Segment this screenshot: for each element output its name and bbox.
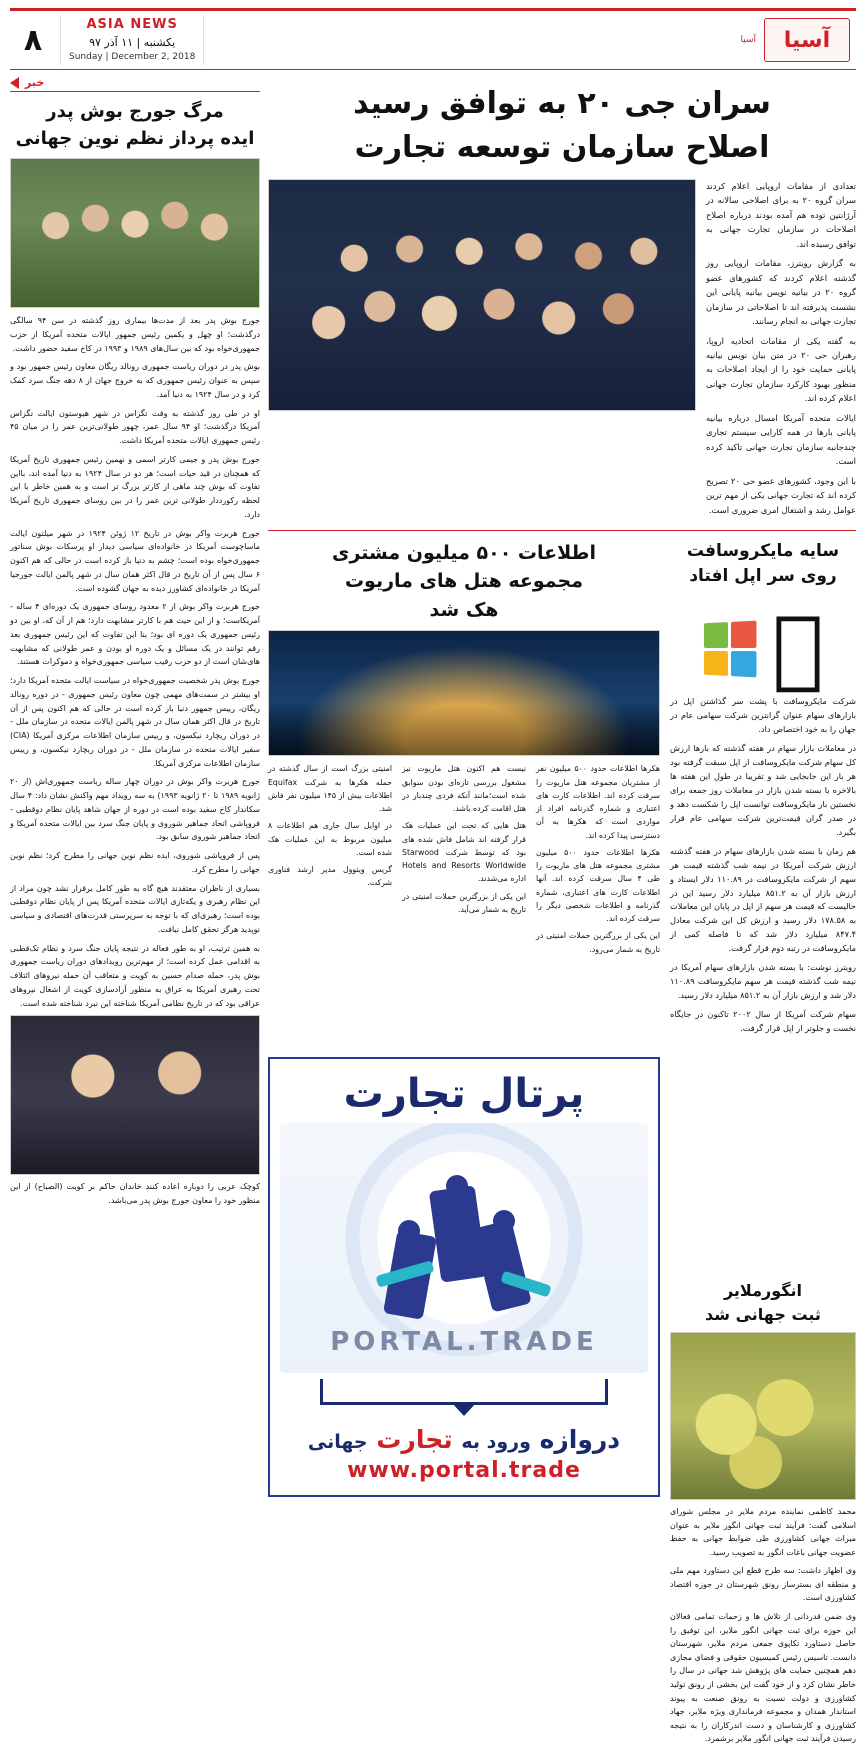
bush-p6: جورج هربرت واکر بوش از ۲ معدود روسای جمهوری یک دوره‌ای ۴ ساله - آمریکاست؛ و از این حیث هم با کارتر مشابهت دارد؛ هم از آن که، او بین دو رئیس جمهوری یک دوره ای بود؛ بنا این تفاوت که این رئیس جمهوری بعد رقم توانند در یک مسائل و یک دوره او بودن و عمر طولانی که مشابهت های‌شان است از دو حزب رقیب سیاسی جمهوری‌خواه و دموکرات هستند. bbox=[10, 602, 260, 667]
bush-caption: کوچک عربی را دوباره اعاده کنند خاندان حاکم بر کویت (الصباح) از این منظور خود را معاون جورج بوش پدر می‌باشد. bbox=[10, 1182, 260, 1205]
grape-headline-line2: ثبت جهانی شد bbox=[705, 1281, 821, 1301]
brand-logos bbox=[670, 596, 856, 695]
bush-p8: جورج هربرت واکر بوش در دوران چهار ساله ریاست جمهوری‌اش (از ۲۰ ژانویه ۱۹۸۹ تا ۲۰ ژانویه ۱۹۹۳) به سه رویداد مهم واکنش نشان داد: ۴ سال سکاندار کاخ سفید بوده است در دوره از جهان شاهد پایان نظام دوقطبی - فروپاشی اتحاد جماهیر شوروی و پایان جنگ سرد بین ایالات متحده آمریکا و اتحاد جماهیر شوروی سابق بود. bbox=[10, 777, 261, 842]
apple-ms-headline-line1: سایه مایکروسافت bbox=[686, 540, 840, 561]
section-arrow-icon bbox=[10, 77, 19, 89]
ad-figure-3 bbox=[473, 1219, 533, 1312]
marriott-headline-line1: اطلاعات ۵۰۰ میلیون مشتری bbox=[332, 541, 596, 564]
apple-ms-p2: در معاملات بازار سهام در هفته گذشته که بارها ارزش کل سهام شرکت مایکروسافت از اپل سبقت گرفته بود هر بار این جابجایی شد و تقریبا در طول این هفته ها بالاخره با بسته شدن بازار در معاملات روز جمعه برای نخستین بار مایکروسافت توانست اپل را شکست دهد و در صدر گران قیمت‌ترین شرکت سهامی عام قرار بگیرد. bbox=[670, 719, 856, 814]
bush-p9: پس از فروپاشی شوروی، ایده نظم نوین جهانی را مطرح کرد؛ نظم نوین جهانی را مطرح کرد. bbox=[10, 851, 260, 874]
ad-tagline-suffix: جهانی bbox=[307, 1407, 368, 1430]
lead-article bbox=[268, 179, 856, 522]
main-column bbox=[268, 76, 856, 1751]
bush-p3: او در طی روز گذشته به وقت تگزاس در شهر هیوستون ایالت تگزاس آمریکا درگذشت؛ او ۹۴ سال عمر، چهور طولانی‌ترین عمر را در میان ۴۵ رئیس جمهوری ایالات متحده آمریکا داشت. bbox=[10, 408, 260, 445]
page-number: ۸ bbox=[23, 22, 43, 58]
divider-1 bbox=[268, 530, 856, 531]
masthead-left bbox=[16, 15, 204, 65]
apple-ms-p1: شرکت مایکروسافت با پشت سر گذاشتن اپل در بازارهای سهام عنوان گرانترین شرکت سهامی عام در جهان را به خود اختصاص داد. bbox=[670, 672, 856, 711]
grape-p3: وی ضمن قدردانی از تلاش ها و زحمات تمامی فعالان این حوزه برای ثبت جهانی انگور ملایر، این توفیق را حاصل دستاورد تکاپوی جمعی مردم ملایر، شهرستان دانست. تاسیس رئیس کمیسیون حقوقی و فضای مجازی دهم همچنین حمایت های پژوهش شد جهانی در سال را خاطر نشان کرد و از خود گفت این بخشی از رونق تولید کشاورزی و دولت نسبت به رونق صنعت به پیوند استاندار همدان و مجموعه فرمانداری ویژه ملایر، جهاد کشاورزی و کارشناسان و دست اندرکاران را به نتیجه رسیدن فرآیند ثبت جهانی انگور ملایر برشمرد. bbox=[670, 1588, 856, 1721]
marriott-body bbox=[268, 762, 660, 956]
bottom-band bbox=[268, 1047, 856, 1751]
masthead-right bbox=[741, 18, 851, 62]
marriott-c2-p1: نیست هم اکنون هتل ماریوت نیز مشغول بررسی تازه‌ای بودن سوابق شده است؛مانند آنکه فردی چندبار در هتل اقامت کرده باشد. bbox=[402, 764, 526, 814]
tech-band bbox=[268, 539, 856, 1041]
grape-p1: محمد کاظمی نماینده مردم ملایر در مجلس شورای اسلامی گفت: فرآیند ثبت جهانی انگور ملایر به عنوان میراث جهانی کشاورزی طی ضوابط جهانی به حفظ عضویت جهانی باغات انگور به تصویب رسید. bbox=[670, 1483, 856, 1534]
apple-microsoft-article bbox=[670, 539, 856, 1041]
grape-photo bbox=[670, 1332, 856, 1500]
bush-p5: جورج هربرت واکر بوش در تاریخ ۱۲ ژوئن ۱۹۲۴ در شهر میلتون ایالت ماساچوست آمریکا در خانواده‌ای سیاسی دیدار او پرسکات بوش سناتور جمهوری‌خواه بوده است؛ چشم به دنیا باز کرده است در حالی که هم اکنون ۶ سال پس از آن تاریخ در قال اکثر همان سال در شهر پالمن ایالت جورجیا آمریکا در خانواده‌ای کشاورز دیده به جهان گشوده است. bbox=[10, 528, 260, 593]
bush-headline-line1: مرگ جورج بوش پدر bbox=[46, 101, 224, 122]
marriott-col-2 bbox=[402, 762, 526, 956]
ad-watermark: PORTAL.TRADE bbox=[330, 1303, 598, 1334]
ad-tagline-highlight: تجارت bbox=[376, 1401, 453, 1431]
marriott-col-1 bbox=[536, 762, 660, 956]
lead-headline-line2: اصلاح سازمان توسعه تجارت bbox=[354, 129, 770, 165]
lead-p2: به گزارش رویترز، مقامات اروپایی روز گذشته اعلام کردند که کشورهای عضو گروه ۲۰ در بیانیه نویس بیانیه پایانی این نشست پذیرفته اند تا اصلاحاتی در سازمان تجارت جهانی به انجام رسانند. bbox=[706, 258, 857, 327]
logo-text: آسیا bbox=[783, 27, 831, 53]
apple-ms-headline-line2: روی سر اپل افتاد bbox=[689, 566, 837, 587]
ad-bracket-shape bbox=[320, 1379, 607, 1405]
marriott-article bbox=[268, 539, 660, 1041]
section-label-text: خبر bbox=[25, 76, 45, 89]
lead-p1: تعدادی از مقامات اروپایی اعلام کردند سران گروه ۲۰ به برای اصلاحی سالانه در آرژانتین توده هم آمده بودند درباره اصلاح اصلاحات در سازمان تجارت جهانی به توافق رسیده اند. bbox=[706, 181, 857, 249]
apple-ms-p4: رویترز نوشت: با بسته شدن بازارهای سهام آمریکا در نیمه شب گذشته قیمت هر سهم مایکروسافت ۱۱۰.۸۹ دلار شد و ارزش بازار آن به ۸۵۱.۲ میلیارد دلار رسید. bbox=[670, 938, 856, 977]
microsoft-logo-icon bbox=[704, 620, 757, 677]
hotel-photo bbox=[268, 630, 660, 756]
grape-p2: وی اظهار داشت: سه طرح قطع این دستاورد مهم ملی و منطقه ای بسترساز رونق شهرستان در حوزه اقتصاد کشاورزی است. bbox=[670, 1542, 856, 1580]
lead-p4: ایالات متحده آمریکا امسال درباره بیانیه پایانی بارها در همه کارایی سیستم تجاری چندجانبه سازمان تجارت جهانی تاکید کرده است. bbox=[706, 412, 856, 467]
marriott-col-3 bbox=[268, 762, 392, 956]
marriott-c1-p3: این یکی از بزرگترین حملات امنیتی در تاریخ به شمار می‌رود. bbox=[536, 931, 660, 954]
marriott-headline bbox=[268, 539, 660, 625]
apple-ms-p5: سهام شرکت آمریکا از سال ۲۰۰۲ تاکنون در جایگاه نخست و جلوتر از اپل قرار گرفت. bbox=[670, 985, 857, 1010]
brand-name-en: ASIA NEWS bbox=[86, 17, 178, 33]
bush-trump-photo bbox=[10, 1015, 260, 1175]
marriott-c1-p2: هکرها اطلاعات حدود ۵۰۰ میلیون مشتری مجموعه هتل های ماریوت را طی ۴ سال سرقت کرده اند. آنها اطلاعات کارت های اعتباری، شماره گذرنامه و اطلاعات شخصی دیگر را سرقت کرده اند. bbox=[536, 847, 661, 924]
ad-tagline bbox=[280, 1401, 648, 1454]
page-content bbox=[10, 76, 856, 1751]
bush-p11: به همین ترتیب، او به طور فعاله در نتیجه پایان جنگ سرد و نظام تک‌قطبی به اقدامی عمل کرده است؛ از مهم‌ترین رویدادهای دوران ریاست جمهوری بوش پدر، حمله صدام حسین به کویت و متعاقب آن حمله نیروهای ائتلاف تحت رهبری آمریکا به عراق به منظور آزادسازی کویت از اشغال نیروهای عراقی بود که در تاریخ نظامی آمریکا شناخته این نبرد شناخته شده است. bbox=[10, 943, 260, 1008]
lead-photo-wrap bbox=[268, 179, 696, 522]
grape-body bbox=[670, 1483, 856, 1746]
bush-caption-body bbox=[10, 1180, 260, 1208]
marriott-c3-p2: در اوایل سال جاری هم اطلاعات ۸ میلیون مربوط به این عملیات هک شده است. bbox=[268, 821, 392, 857]
lead-headline bbox=[268, 82, 856, 169]
ad-url[interactable]: www.portal.trade bbox=[347, 1434, 581, 1460]
ad-frame[interactable] bbox=[268, 1047, 660, 1497]
ad-figure-head-1 bbox=[446, 1175, 468, 1197]
grape-headline-line1: انگورملایر bbox=[723, 1257, 803, 1277]
marriott-headline-line3: هک شد bbox=[429, 598, 499, 621]
lead-p5: با این وجود، کشورهای عضو حی ۲۰ تصریح کرده اند که تجارت جهانی یکی از مهم ترین عوامل رشد و اشتغال امری ضروری است. bbox=[706, 475, 856, 515]
bush-p7: جورج بوش پدر شخصیت جمهوری‌خواه در سیاست ایالت متحده آمریکا دارد؛ او بیشتر در سمت‌های مهمی چون معاون رئیس جمهوری - در دوره رونالد ریگان، رییس جمهور دنیا باز کرده است در حالی که هم اکنون پس از آن تاریخ در قال اکثر همان سال در شهر پالمن ایالات متحده در سازمان ملل - در دوران ریچارد نیکسون، و رییس سازمان اطلاعات مرکزی آمریکا (CIA) سفیر ایالات متحده در سازمان ملل - در دوران ریچارد نیکسون، و رییس سازمان اطلاعات مرکزی آمریکا. bbox=[10, 676, 260, 768]
side-column bbox=[10, 76, 260, 1751]
bush-p10: بسیاری از ناظران معتقدند هیچ گاه به طور کامل برقرار نشد چون مراد از این نظام رهبری و یکه‌تازی ایالات متحده آمریکا پس از پایان نظام دوقطبی بوده است؛ رهبری‌ای که با توجه به سرپرستی قدرت‌های اقتصادی و سیاسی نوپدید هرگز تحقق کامل نیافت. bbox=[10, 883, 260, 934]
lead-body bbox=[706, 179, 856, 522]
marriott-c2-p2: هتل هایی که تحت این عملیات هک قرار گرفته اند شامل فاش شده های بود که توسط شرکت Starwood Hotels and Resorts Worldwide اداره می‌شدند. bbox=[402, 821, 526, 884]
marriott-c3-p1: امنیتی بزرگ است از سال گذشته در حمله هکرها به شرکت Equifax اطلاعات بیش از ۱۴۵ میلیون نفر فاش شد. bbox=[268, 764, 392, 814]
asia-logo bbox=[764, 18, 850, 62]
g20-leaders-photo bbox=[268, 179, 696, 411]
masthead bbox=[10, 8, 856, 70]
ad-tagline-prefix: دروازه bbox=[539, 1401, 621, 1431]
marriott-c2-p3: این یکی از بزرگترین حملات امنیتی در تاریخ به شمار می‌آید. bbox=[402, 891, 526, 914]
ad-tagline-mid: ورود به bbox=[461, 1407, 531, 1430]
apple-ms-p3: هم زمان با بسته شدن بازارهای سهام در هفته گذشته ارزش شرکت آمریکا در نیمه شب گذشته قیمت هر سهم از شرکت مایکروسافت در ۱۱۰.۸۹ دلار ایستاد و ارزش بازار آن به ۸۵۱.۲ میلیارد دلار رسید این در حالیست که قیمت هر سهم از اپل در پایان این معاملات به ۱۷۸.۵۸ دلار رسید و ارزش کل این شرکت معادل ۸۴۷.۴ میلیارد دلار شد که تا فاصله کمی از مایکروسافت در رتبه دوم قرار گرفت. bbox=[670, 822, 857, 930]
issue-date bbox=[60, 15, 204, 65]
date-farsi: یکشنبه | ۱۱ آذر ۹۷ bbox=[89, 35, 176, 49]
ad-title: پرتال تجارت bbox=[343, 1047, 585, 1094]
marriott-headline-line2: مجموعه هتل های ماریوت bbox=[344, 570, 584, 593]
ad-illustration bbox=[280, 1123, 648, 1373]
section-label bbox=[10, 76, 260, 92]
bush-p2: بوش پدر در دوران ریاست جمهوری رونالد ریگان معاون رئیس جمهور بود و سپس به عنوان رئیس جمهوری که به خروج جهان از ۸ دهه جنگ سرد کمک کرد و در سال ۱۹۲۴ به دنیا آمد. bbox=[10, 362, 260, 399]
lead-p3: به گفته یکی از مقامات اتحادیه اروپا، رهبران حی ۲۰ در متن بیان نویس بیانیه پایانی حمایت خود را از ایجاد اصلاحات به منظور بهبود کارکرد سازمان تجارت جهانی اعلام کرده اند. bbox=[706, 335, 856, 404]
bush-family-photo bbox=[10, 158, 260, 308]
bush-headline bbox=[10, 98, 260, 152]
apple-ms-headline bbox=[670, 539, 856, 590]
apple-logo-icon bbox=[772, 610, 824, 687]
portal-trade-ad[interactable] bbox=[268, 1047, 660, 1751]
bush-headline-line2: ایده پرداز نظم نوین جهانی bbox=[15, 128, 255, 149]
lead-headline-line1: سران جی ۲۰ به توافق رسید bbox=[353, 86, 771, 121]
bush-p1: جورج بوش پدر بعد از مدت‌ها بیماری روز گذشته در سن ۹۴ سالگی درگذشت؛ او چهل و یکمین رئیس جمهور ایالات متحده آمریکا از حزب جمهوری‌خواه بود که بین سال‌های ۱۹۸۹ و ۱۹۹۳ در کاخ سفید حضور داشت. bbox=[10, 316, 260, 353]
logo-subtext: آسیا bbox=[740, 35, 756, 45]
bush-p4: جورج بوش پدر و جیمی کارتر اسمی و نهمین رئیس جمهوری تاریخ آمریکا که همچنان در قید حیات است؛ هر دو در سال ۱۹۲۴ به دنیا آمده اند، بااین تفاوت که بوش چند ماهی از کارتر بزرگ تر است و به همین خاطر با این لحظه رکورددار طولانی ترین عمر را در بین روسای جمهوری تاریخ آمریکا دارد. bbox=[10, 454, 261, 519]
marriott-c1-p1: هکرها اطلاعات حدود ۵۰۰ میلیون نفر از مشتریان مجموعه هتل ماریوت را سرقت کرده اند. اطلاعات کارت های اعتباری و شماره گذرنامه افراد از مواردی است که هکرها به آن دسترسی پیدا کرده اند. bbox=[536, 764, 660, 840]
apple-ms-body bbox=[670, 672, 857, 1036]
bush-body bbox=[10, 314, 260, 1010]
grape-headline bbox=[670, 1257, 856, 1327]
grape-article bbox=[670, 1047, 856, 1751]
date-english: Sunday | December 2, 2018 bbox=[69, 52, 196, 63]
marriott-c3-p3: گریس ویتوول مدیر ارشد فناوری شرکت. bbox=[268, 865, 392, 888]
